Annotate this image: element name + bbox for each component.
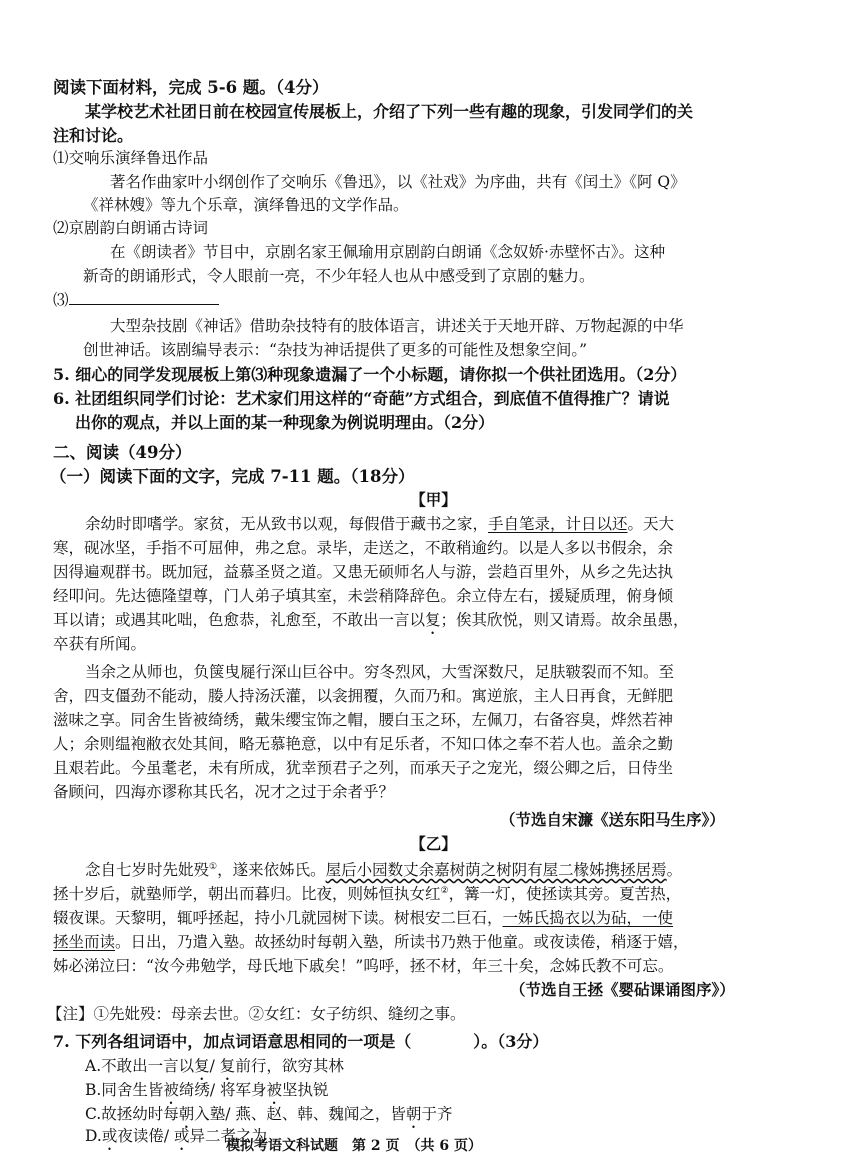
option-d-dotted-2: 或 [173, 1127, 190, 1145]
option-b-text: B.同舍生皆 [85, 1081, 164, 1099]
yi-line-1-text: 念自七岁时先妣殁 [85, 861, 210, 879]
yi-line-1-mid: ，遂来依姊氏。 [217, 861, 326, 879]
option-d-text: D. [85, 1127, 102, 1145]
question-7 [53, 1032, 548, 1052]
option-a-dotted-2: 复 [219, 1057, 236, 1075]
option-a-end: 前行，欲穷其林 [235, 1057, 344, 1075]
yi-wavy-underlined-sentence: 屋后小园数丈余嘉树荫之树阴有屋二椽姊携拯居焉 [325, 861, 667, 879]
yi-line-3 [53, 908, 673, 928]
item1-title: ⑴交响乐演绎鲁迅作品 [53, 149, 209, 167]
jia-line-5-end: ；俟其欣悦，则又请焉。故余虽愚， [440, 611, 689, 629]
option-c-text: C.故拯幼时每 [85, 1105, 179, 1123]
item1-line2: 《祥林嫂》等九个乐章，演绎鲁迅的文学作品。 [83, 196, 409, 214]
item3-title [53, 290, 219, 310]
option-b-dotted-1: 被 [163, 1081, 179, 1099]
option-b-dotted-2: 被 [266, 1081, 283, 1099]
yi-line-4-end: 。日出，乃遣入塾。故拯幼时每朝入塾，所读书乃熟于他童。或夜读倦，稍逐于嬉， [115, 933, 689, 951]
jia-line-6: 卒获有所闻。 [53, 635, 147, 653]
passage-jia-label: 【甲】 [410, 490, 457, 509]
item2-line2: 新奇的朗诵形式，令人眼前一亮，不少年轻人也从中感受到了京剧的魅力。 [83, 267, 595, 285]
footnote: 【注】①先妣殁：母亲去世。②女红：女子纺织、缝纫之事。 [47, 1005, 466, 1023]
item3-title-blank[interactable] [69, 290, 219, 305]
yi-line-1 [85, 860, 682, 880]
yi-line-2 [53, 884, 681, 904]
jia-line-9: 滋味之享。同舍生皆被绮绣，戴朱缨宝饰之帽，腰白玉之环，左佩刀，右备容臭，烨然若神 [53, 711, 674, 729]
item1-line1: 著名作曲家叶小纲创作了交响乐《鲁迅》，以《社戏》为序曲，共有《闰土》《阿 Q》 [110, 173, 686, 191]
footnote-marker-1: ① [209, 861, 218, 872]
yi-line-1-end: 。 [666, 861, 683, 879]
jia-line-3: 因得遍观群书。既加冠，益慕圣贤之道。又患无硕师名人与游，尝趋百里外，从乡之先达执 [53, 563, 674, 581]
yi-line-5: 姊必涕泣曰：“汝今弗勉学，母氏地下戚矣！”呜呼，拯不材，年三十矣，念姊氏教不可忘。 [53, 957, 674, 975]
question-7-score: ）。（3分） [473, 1032, 549, 1051]
intro-paragraph-line2: 注和讨论。 [53, 126, 134, 145]
item3-number: ⑶ [53, 291, 69, 309]
passage-yi-label: 【乙】 [410, 834, 457, 853]
item2-title: ⑵京剧韵白朗诵古诗词 [53, 219, 209, 237]
item3-line1: 大型杂技剧《神话》借助杂技特有的肢体语言，讲述关于天地开辟、万物起源的中华 [110, 317, 684, 335]
section-2-sub-heading: （一）阅读下面的文字，完成 7-11 题。（18分） [50, 467, 415, 486]
jia-line-4: 经叩问。先达德隆望尊，门人弟子填其室，未尝稍降辞色。余立侍左右，援疑质理，俯身倾 [53, 587, 674, 605]
item3-line2: 创世神话。该剧编导表示：“杂技为神话提供了更多的可能性及想象空间。” [83, 341, 588, 359]
yi-source: （节选自王拯《婴砧课诵图序》） [510, 980, 735, 999]
page-footer: 模拟考语文科试题 第 2 页 （共 6 页） [226, 1138, 482, 1154]
question-5: 5. 细心的同学发现展板上第⑶种现象遗漏了一个小标题，请你拟一个供社团选用。（2分） [53, 365, 687, 384]
yi-line-2-end: ，篝一灯，使拯读其旁。夏苦热， [448, 885, 682, 903]
jia-line-2: 寒，砚冰坚，手指不可屈伸，弗之怠。录毕，走送之，不敢稍逾约。以是人多以书假余，余 [53, 539, 674, 557]
yi-line-2-text: 拯十岁后，就塾师学，朝出而暮归。比夜，则姊恒执女红 [53, 885, 441, 903]
question-6-line1: 6. 社团组织同学们讨论：艺术家们用这样的“奇葩”方式组合，到底值不值得推广？请说 [53, 389, 670, 408]
option-a-text: A.不敢出一言以 [85, 1057, 195, 1075]
jia-line-5 [53, 610, 689, 638]
jia-line-5-text: 耳以请；或遇其叱咄，色愈恭，礼愈至，不敢出一言以 [53, 611, 426, 629]
option-d-dotted-1: 或 [101, 1127, 118, 1145]
option-d-end: 异二者之为 [189, 1127, 268, 1145]
question-7-text: 7. 下列各组词语中，加点词语意思相同的一项是（ [53, 1032, 412, 1051]
jia-line-10: 人；余则缊袍敝衣处其间，略无慕艳意，以中有足乐者，不知口体之奉不若人也。盖余之勤 [53, 735, 674, 753]
jia-line-1-text: 余幼时即嗜学。家贫，无从致书以观，每假借于藏书之家， [85, 515, 489, 533]
option-b-mid: 绮绣/ 将军身 [178, 1081, 267, 1099]
footnote-marker-2: ② [440, 885, 449, 896]
jia-underlined-sentence: 手自笔录，计日以还 [488, 515, 628, 533]
jia-source: （节选自宋濂《送东阳马生序》） [500, 810, 725, 829]
jia-line-7: 当余之从师也，负箧曳屣行深山巨谷中。穷冬烈风，大雪深数尺，足肤皲裂而不知。至 [85, 663, 675, 681]
yi-line-4 [53, 932, 689, 952]
section-2-heading: 二、阅读（49分） [53, 443, 192, 462]
jia-dotted-word: 复 [425, 611, 441, 629]
question-6-line2: 出你的观点，并以上面的某一种现象为例说明理由。（2分） [75, 413, 495, 432]
option-b-end: 坚执锐 [282, 1081, 329, 1099]
yi-underlined-sentence-part1: 一姊氏捣衣以为砧，一使 [502, 909, 674, 927]
option-c-dotted-1: 朝 [178, 1105, 195, 1123]
intro-paragraph-line1: 某学校艺术社团日前在校园宣传展板上，介绍了下列一些有趣的现象，引发同学们的关 [85, 102, 694, 121]
option-c-dotted-2: 朝 [405, 1105, 422, 1123]
jia-line-8: 舍，四支僵劲不能动，媵人持汤沃灌，以衾拥覆，久而乃和。寓逆旅，主人日再食，无鲜肥 [53, 687, 674, 705]
jia-line-12: 备顾问，四海亦谬称其氏名，况才之过于余者乎？ [53, 783, 395, 801]
jia-line-11: 且艰若此。今虽耄老，未有所成，犹幸预君子之列，而承天子之宠光，缀公卿之后，日侍坐 [53, 759, 674, 777]
option-d-mid: 夜读倦/ [117, 1127, 174, 1145]
option-a-sep: / [209, 1057, 220, 1075]
jia-line-1 [85, 514, 674, 534]
option-c-end: 于齐 [421, 1105, 453, 1123]
option-c-mid: 入塾/ 燕、赵、韩、魏闻之，皆 [194, 1105, 406, 1123]
option-a-dotted-1: 复 [194, 1057, 210, 1075]
yi-underlined-sentence-part2: 拯坐而读 [53, 933, 116, 951]
item2-line1: 在《朗读者》节目中，京剧名家王佩瑜用京剧韵白朗诵《念奴娇·赤壁怀古》。这种 [110, 243, 666, 261]
yi-line-3-text: 辍夜课。天黎明，辄呼拯起，持小几就园树下读。树根安二巨石， [53, 909, 503, 927]
jia-line-1-end: 。天大 [627, 515, 675, 533]
reading-heading-5-6: 阅读下面材料，完成 5-6 题。（4分） [53, 78, 329, 97]
